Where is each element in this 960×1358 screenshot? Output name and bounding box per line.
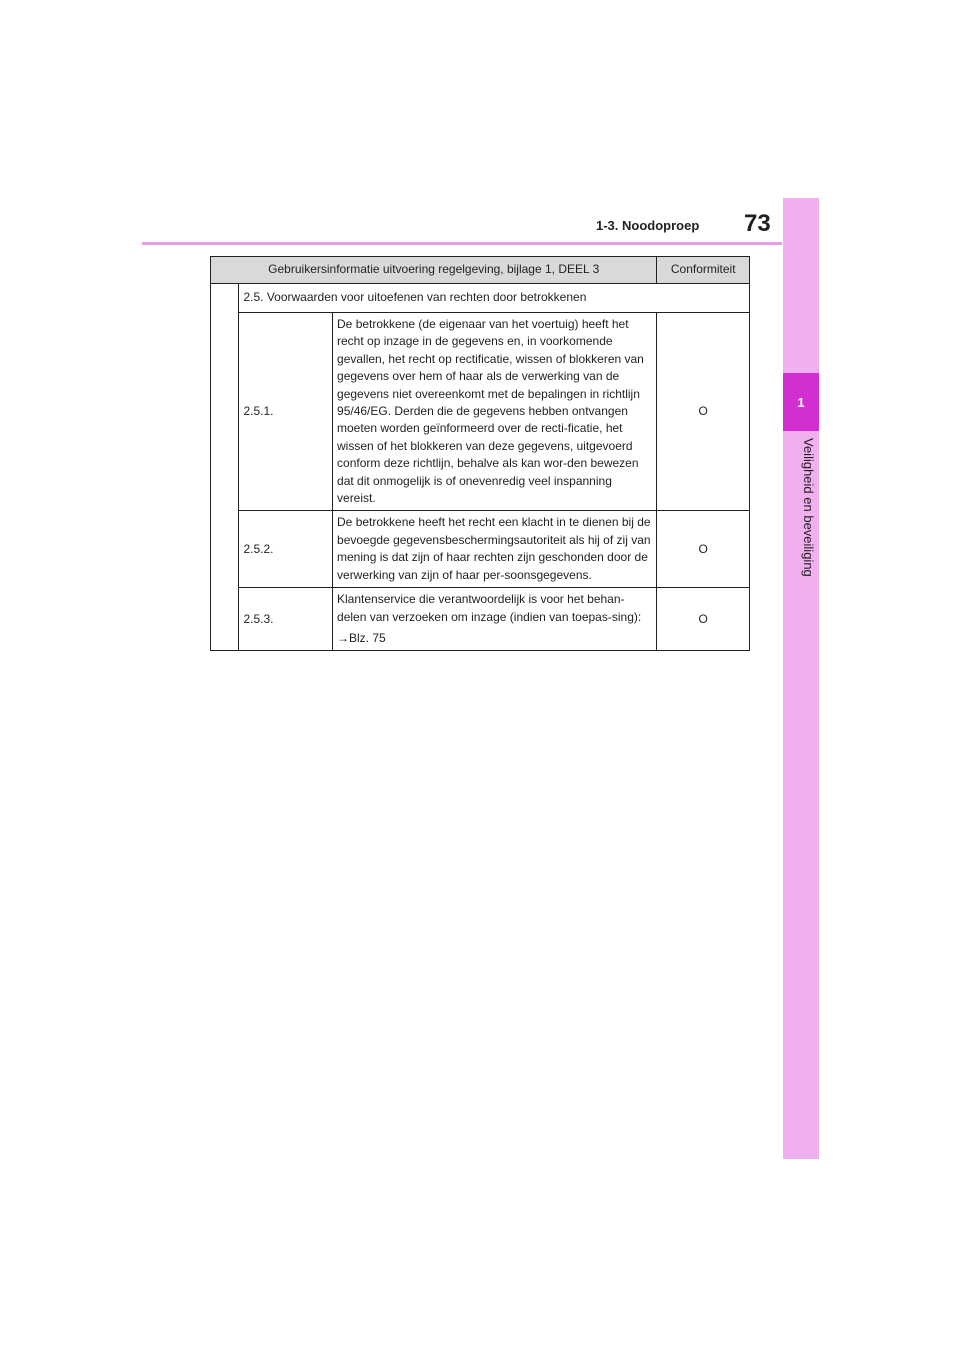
table-header-row: [211, 257, 750, 284]
chapter-number: 1: [783, 373, 819, 431]
section-title: 1-3. Noodoproep: [596, 218, 700, 233]
table-row: [211, 511, 750, 588]
row-conformity: O: [657, 511, 750, 588]
section-heading-row: [211, 284, 750, 313]
page-number: 73: [744, 210, 771, 237]
chapter-side-tab: [783, 198, 819, 1159]
table-row: [211, 588, 750, 651]
section-heading: 2.5. Voorwaarden voor uitoefenen van rechten door betrokkenen: [239, 284, 750, 313]
table-row: [211, 313, 750, 511]
row-conformity: O: [657, 313, 750, 511]
row-text: De betrokkene heeft het recht een klacht in te dienen bij de bevoegde gegevensbeschermingsautoriteit als hij of zij van mening is dat zijn of haar rechten zijn geschonden door de verwerking van zijn of haar per-soonsgegevens.: [333, 511, 657, 588]
row-number: 2.5.3.: [239, 588, 333, 651]
row-conformity: O: [657, 588, 750, 651]
conformity-table: [210, 256, 750, 651]
header-conformity: Conformiteit: [657, 257, 750, 284]
row-number: 2.5.2.: [239, 511, 333, 588]
header-rule: [142, 242, 782, 245]
indent-cell: [211, 284, 239, 651]
row-text: De betrokkene (de eigenaar van het voertuig) heeft het recht op inzage in de gegevens en, in voorkomende gevallen, het recht op rectificatie, wissen of blokkeren van gegevens over hem of haar als de verwerking van de gegevens niet overeenkomt met de bepalingen in richtlijn 95/46/EG. Derden die de gegevens hebben ontvangen moeten worden geïnformeerd over de recti-ficatie, het wissen of het blokkeren van deze gegevens, uitgevoerd conform deze richtlijn, behalve als kan wor-den bewezen dat dit onmogelijk is of onevenredig veel inspanning vereist.: [333, 313, 657, 511]
row-number: 2.5.1.: [239, 313, 333, 511]
header-description: Gebruikersinformatie uitvoering regelgeving, bijlage 1, DEEL 3: [211, 257, 657, 284]
row-text-cell: [333, 588, 657, 651]
chapter-label: Veiligheid en beveiliging: [801, 438, 816, 577]
row-text: Klantenservice die verantwoordelijk is voor het behan-delen van verzoeken om inzage (indien van toepas-sing):: [337, 592, 642, 624]
page-reference: →Blz. 75: [337, 630, 386, 645]
